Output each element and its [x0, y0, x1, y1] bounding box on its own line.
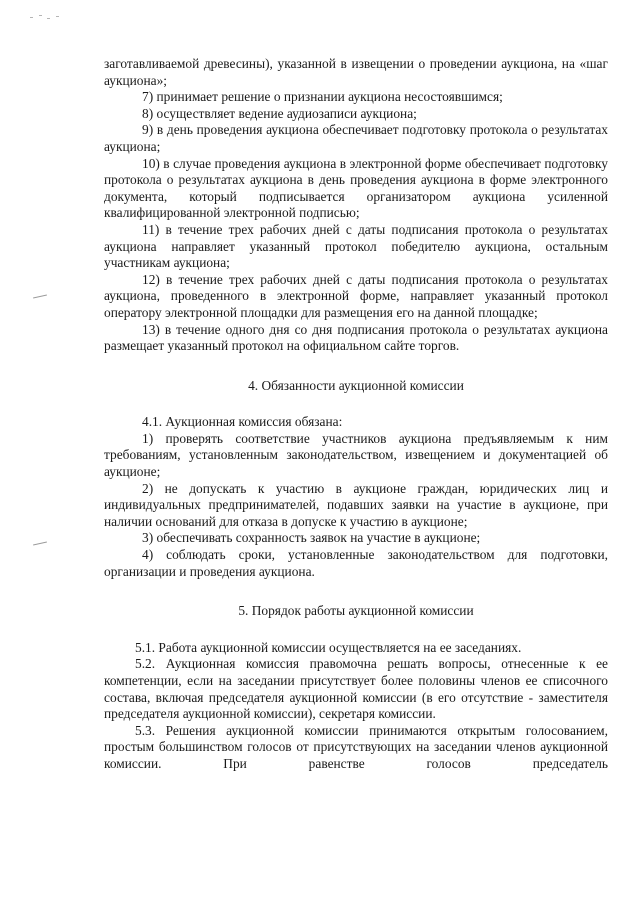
scan-margin-mark-upper: [33, 295, 47, 299]
clause-5-2: 5.2. Аукционная комиссия правомочна решать вопросы, отнесенные к ее компетенции, если на заседании присутствует более половины членов ее списочного состава, включая председателя аукционной комиссии (в его отсутствие - заместителя председателя аукционной комиссии), секретаря комиссии.: [104, 656, 608, 722]
section-5-heading: 5. Порядок работы аукционной комиссии: [238, 603, 474, 619]
duty-item-4: 4) соблюдать сроки, установленные законодательством для подготовки, организации и проведения аукциона.: [104, 547, 608, 579]
paragraph-continuation: заготавливаемой древесины), указанной в извещении о проведении аукциона, на «шаг аукциона»;: [104, 56, 608, 88]
list-item-7: 7) принимает решение о признании аукциона несостоявшимся;: [142, 89, 503, 105]
list-item-13: 13) в течение одного дня со дня подписания протокола о результатах аукциона размещает указанный протокол на официальном сайте торгов.: [104, 321, 608, 354]
duty-item-1: 1) проверять соответствие участников аукциона предъявляемым к ним требованиям, установленным законодательством, извещением и документацией об аукционе;: [104, 430, 608, 480]
section-4-heading: 4. Обязанности аукционной комиссии: [248, 377, 464, 393]
document-page: [104, 56, 608, 773]
scan-margin-mark-lower: [33, 542, 47, 546]
list-item-10: 10) в случае проведения аукциона в электронной форме обеспечивает подготовку протокола о результатах аукциона в день проведения аукциона в форме электронного документа, который подписывается организатором аукциона усиленной квалифицированной электронной подписью;: [104, 155, 608, 221]
list-item-12: 12) в течение трех рабочих дней с даты подписания протокола о результатах аукциона, проведенного в электронной форме, направляет указанный протокол оператору электронной площадки для размещения его на данной площадке;: [104, 271, 608, 320]
clause-5-3: 5.3. Решения аукционной комиссии принимаются открытым голосованием, простым большинством голосов от присутствующих на заседании членов аукционной комиссии. При равенстве голосов председатель: [104, 722, 608, 771]
list-item-9: 9) в день проведения аукциона обеспечивает подготовку протокола о результатах аукциона;: [104, 122, 608, 154]
list-item-11: 11) в течение трех рабочих дней с даты подписания протокола о результатах аукциона направляет указанный протокол победителю аукциона, остальным участникам аукциона;: [104, 221, 608, 271]
duty-item-3: 3) обеспечивать сохранность заявок на участие в аукционе;: [142, 530, 481, 546]
list-item-8: 8) осуществляет ведение аудиозаписи аукциона;: [142, 105, 417, 121]
clause-4-1: 4.1. Аукционная комиссия обязана:: [142, 414, 343, 430]
duty-item-2: 2) не допускать к участию в аукционе граждан, юридических лиц и индивидуальных предпринимателей, подавших заявки на участие в аукционе, при наличии оснований для отказа в допуске к участию в аукционе;: [104, 480, 608, 529]
clause-5-1: 5.1. Работа аукционной комиссии осуществляется на ее заседаниях.: [135, 639, 522, 655]
scan-corner-artifact: [30, 14, 66, 20]
